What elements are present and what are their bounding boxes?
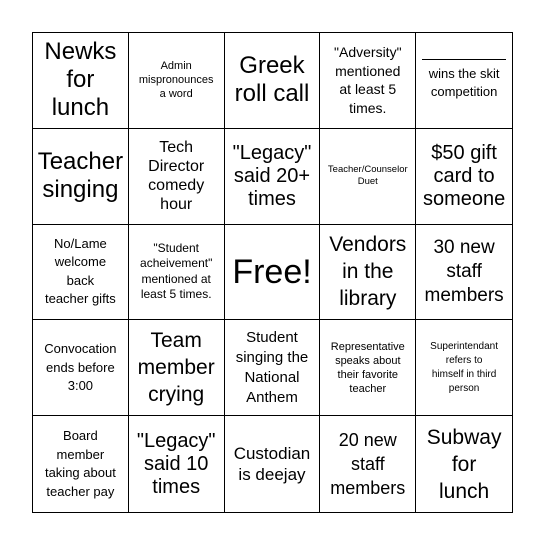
bingo-cell-r1c5[interactable]: [416, 33, 512, 129]
bingo-cell-text: Teacher/Counselor Duet: [327, 164, 408, 188]
bingo-cell-text: "Student acheivement" mentioned at least 5 times.: [140, 240, 213, 302]
bingo-cell-r4c3[interactable]: [225, 320, 321, 416]
bingo-cell-text: "Adversity" mentioned at least 5 times.: [334, 44, 402, 116]
bingo-cell-r4c4[interactable]: [320, 320, 416, 416]
bingo-cell-text: No/Lame welcome back teacher gifts: [44, 235, 116, 307]
bingo-cell-r3c2[interactable]: [129, 225, 225, 321]
bingo-board: [32, 32, 513, 513]
bingo-cell-r4c1[interactable]: [33, 320, 129, 416]
bingo-cell-r4c5[interactable]: [416, 320, 512, 416]
bingo-cell-text: Superintendant refers to himself in third person: [430, 340, 499, 394]
bingo-cell-r5c5[interactable]: [416, 416, 512, 512]
bingo-cell-text: Teacher singing: [37, 148, 124, 204]
bingo-cell-r4c2[interactable]: [129, 320, 225, 416]
bingo-cell-r5c2[interactable]: [129, 416, 225, 512]
bingo-cell-r2c3[interactable]: [225, 129, 321, 225]
bingo-cell-text: Greek roll call: [234, 52, 310, 108]
bingo-cell-r3c5[interactable]: [416, 225, 512, 321]
bingo-cell-text: Vendors in the library: [329, 233, 407, 311]
bingo-cell-text: 20 new staff members: [330, 430, 406, 499]
bingo-cell-r2c5[interactable]: [416, 129, 512, 225]
bingo-cell-text: wins the skit competition: [428, 65, 500, 100]
bingo-cell-r2c4[interactable]: [320, 129, 416, 225]
bingo-cell-free[interactable]: [225, 225, 321, 321]
bingo-cell-text: Team member crying: [137, 329, 215, 407]
bingo-cell-text: Admin mispronounces a word: [138, 60, 214, 101]
bingo-cell-r1c4[interactable]: [320, 33, 416, 129]
bingo-cell-text: Newks for lunch: [44, 38, 117, 122]
bingo-cell-r2c1[interactable]: [33, 129, 129, 225]
bingo-cell-r3c1[interactable]: [33, 225, 129, 321]
bingo-cell-text: Custodian is deejay: [233, 444, 311, 485]
blank-fill-line: [422, 59, 506, 60]
bingo-cell-r5c1[interactable]: [33, 416, 129, 512]
bingo-cell-text: $50 gift card to someone: [422, 141, 506, 210]
bingo-cell-r3c4[interactable]: [320, 225, 416, 321]
free-space-label: Free!: [232, 252, 312, 291]
bingo-cell-r1c1[interactable]: [33, 33, 129, 129]
bingo-cell-r1c2[interactable]: [129, 33, 225, 129]
bingo-cell-text: Representative speaks about their favorite teacher: [330, 340, 405, 395]
bingo-cell-r1c3[interactable]: [225, 33, 321, 129]
bingo-cell-text: Board member taking about teacher pay: [44, 428, 116, 499]
bingo-cell-text: Tech Director comedy hour: [148, 139, 205, 214]
bingo-cell-text: Student singing the National Anthem: [235, 328, 309, 406]
bingo-cell-text: "Legacy" said 10 times: [136, 429, 216, 498]
bingo-cell-r5c3[interactable]: [225, 416, 321, 512]
bingo-cell-r2c2[interactable]: [129, 129, 225, 225]
bingo-cell-text: Subway for lunch: [426, 425, 502, 503]
bingo-cell-r5c4[interactable]: [320, 416, 416, 512]
bingo-cell-text: "Legacy" said 20+ times: [232, 141, 312, 210]
bingo-cell-text: 30 new staff members: [424, 236, 504, 306]
bingo-cell-text: Convocation ends before 3:00: [44, 341, 117, 394]
